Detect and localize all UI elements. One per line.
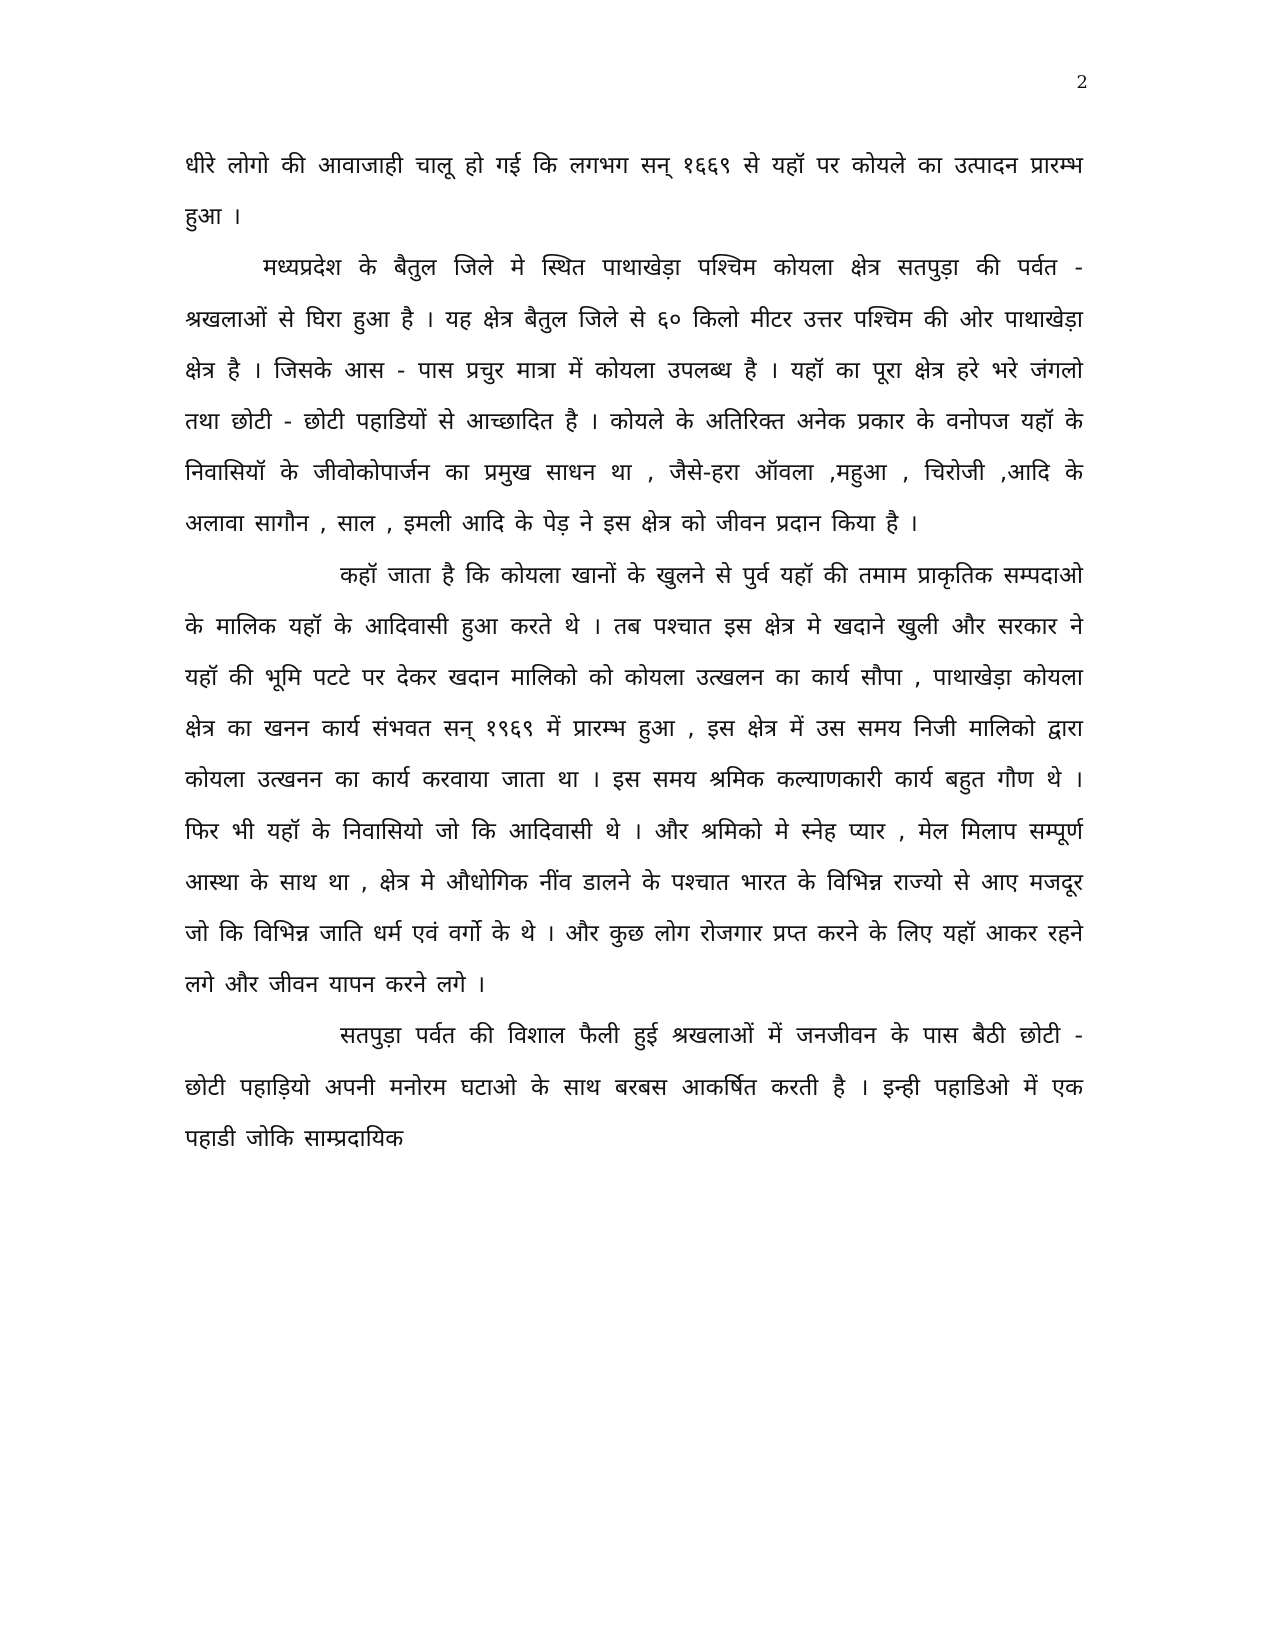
paragraph-satpura-hills: सतपुड़ा पर्वत की विशाल फैली हुई श्रखलाओं में जनजीवन के पास बैठी छोटी - छोटी पहाड़ियो अपनी मनोरम घटाओ के साथ बरबस आकर्षित करती है । इन्ही पहाडिओ में एक पहाडी जोकि साम्प्रदायिक	[185, 1021, 1083, 1152]
paragraph-continuation: धीरे लोगो की आवाजाही चालू हो गई कि लगभग सन् १६६९ से यहॉ पर कोयले का उत्पादन प्रारम्भ हुआ ।	[185, 151, 1083, 231]
page-number: 2	[1076, 72, 1088, 93]
paragraph-mining-history: कहॉ जाता है कि कोयला खानों के खुलने से पुर्व यहॉ की तमाम प्राकृतिक सम्पदाओ के मालिक यहॉ के आदिवासी हुआ करते थे । तब पश्चात इस क्षेत्र मे खदाने खुली और सरकार ने यहॉ की भूमि पटटे पर देकर खदान मालिको को कोयला उत्खलन का कार्य सौपा , पाथाखेड़ा कोयला क्षेत्र का खनन कार्य संभवत सन् १९६९ में प्रारम्भ हुआ , इस क्षेत्र में उस समय निजी मालिको द्वारा कोयला उत्खनन का कार्य करवाया जाता था । इस समय श्रमिक कल्याणकारी कार्य बहुत गौण थे । फिर भी यहॉ के निवासियो जो कि आदिवासी थे । और श्रमिको मे स्नेह प्यार , मेल मिलाप सम्पूर्ण आस्था के साथ था , क्षेत्र मे औधोगिक नींव डालने के पश्चात भारत के विभिन्न राज्यो से आए मजदूर जो कि विभिन्न जाति धर्म एवं वर्गो के थे । और कुछ लोग रोजगार प्रप्त करने के लिए यहॉ आकर रहने लगे और जीवन यापन करने लगे ।	[185, 560, 1083, 999]
paragraph-pathakheda-intro: मध्यप्रदेश के बैतुल जिले मे स्थित पाथाखेड़ा पश्चिम कोयला क्षेत्र सतपुड़ा की पर्वत - श्रखलाओं से घिरा हुआ है । यह क्षेत्र बैतुल जिले से ६० किलो मीटर उत्तर पश्चिम की ओर पाथाखेड़ा क्षेत्र है । जिसके आस - पास प्रचुर मात्रा में कोयला उपलब्ध है । यहॉ का पूरा क्षेत्र हरे भरे जंगलो तथा छोटी - छोटी पहाडियों से आच्छादित है । कोयले के अतिरिक्त अनेक प्रकार के वनोपज यहॉ के निवासियॉ के जीवोकोपार्जन का प्रमुख साधन था , जैसे-हरा ऑवला ,महुआ , चिरोजी ,आदि के अलावा सागौन , साल , इमली आदि के पेड़ ने इस क्षेत्र को जीवन प्रदान किया है ।	[185, 253, 1083, 538]
body-text	[185, 140, 1083, 1164]
